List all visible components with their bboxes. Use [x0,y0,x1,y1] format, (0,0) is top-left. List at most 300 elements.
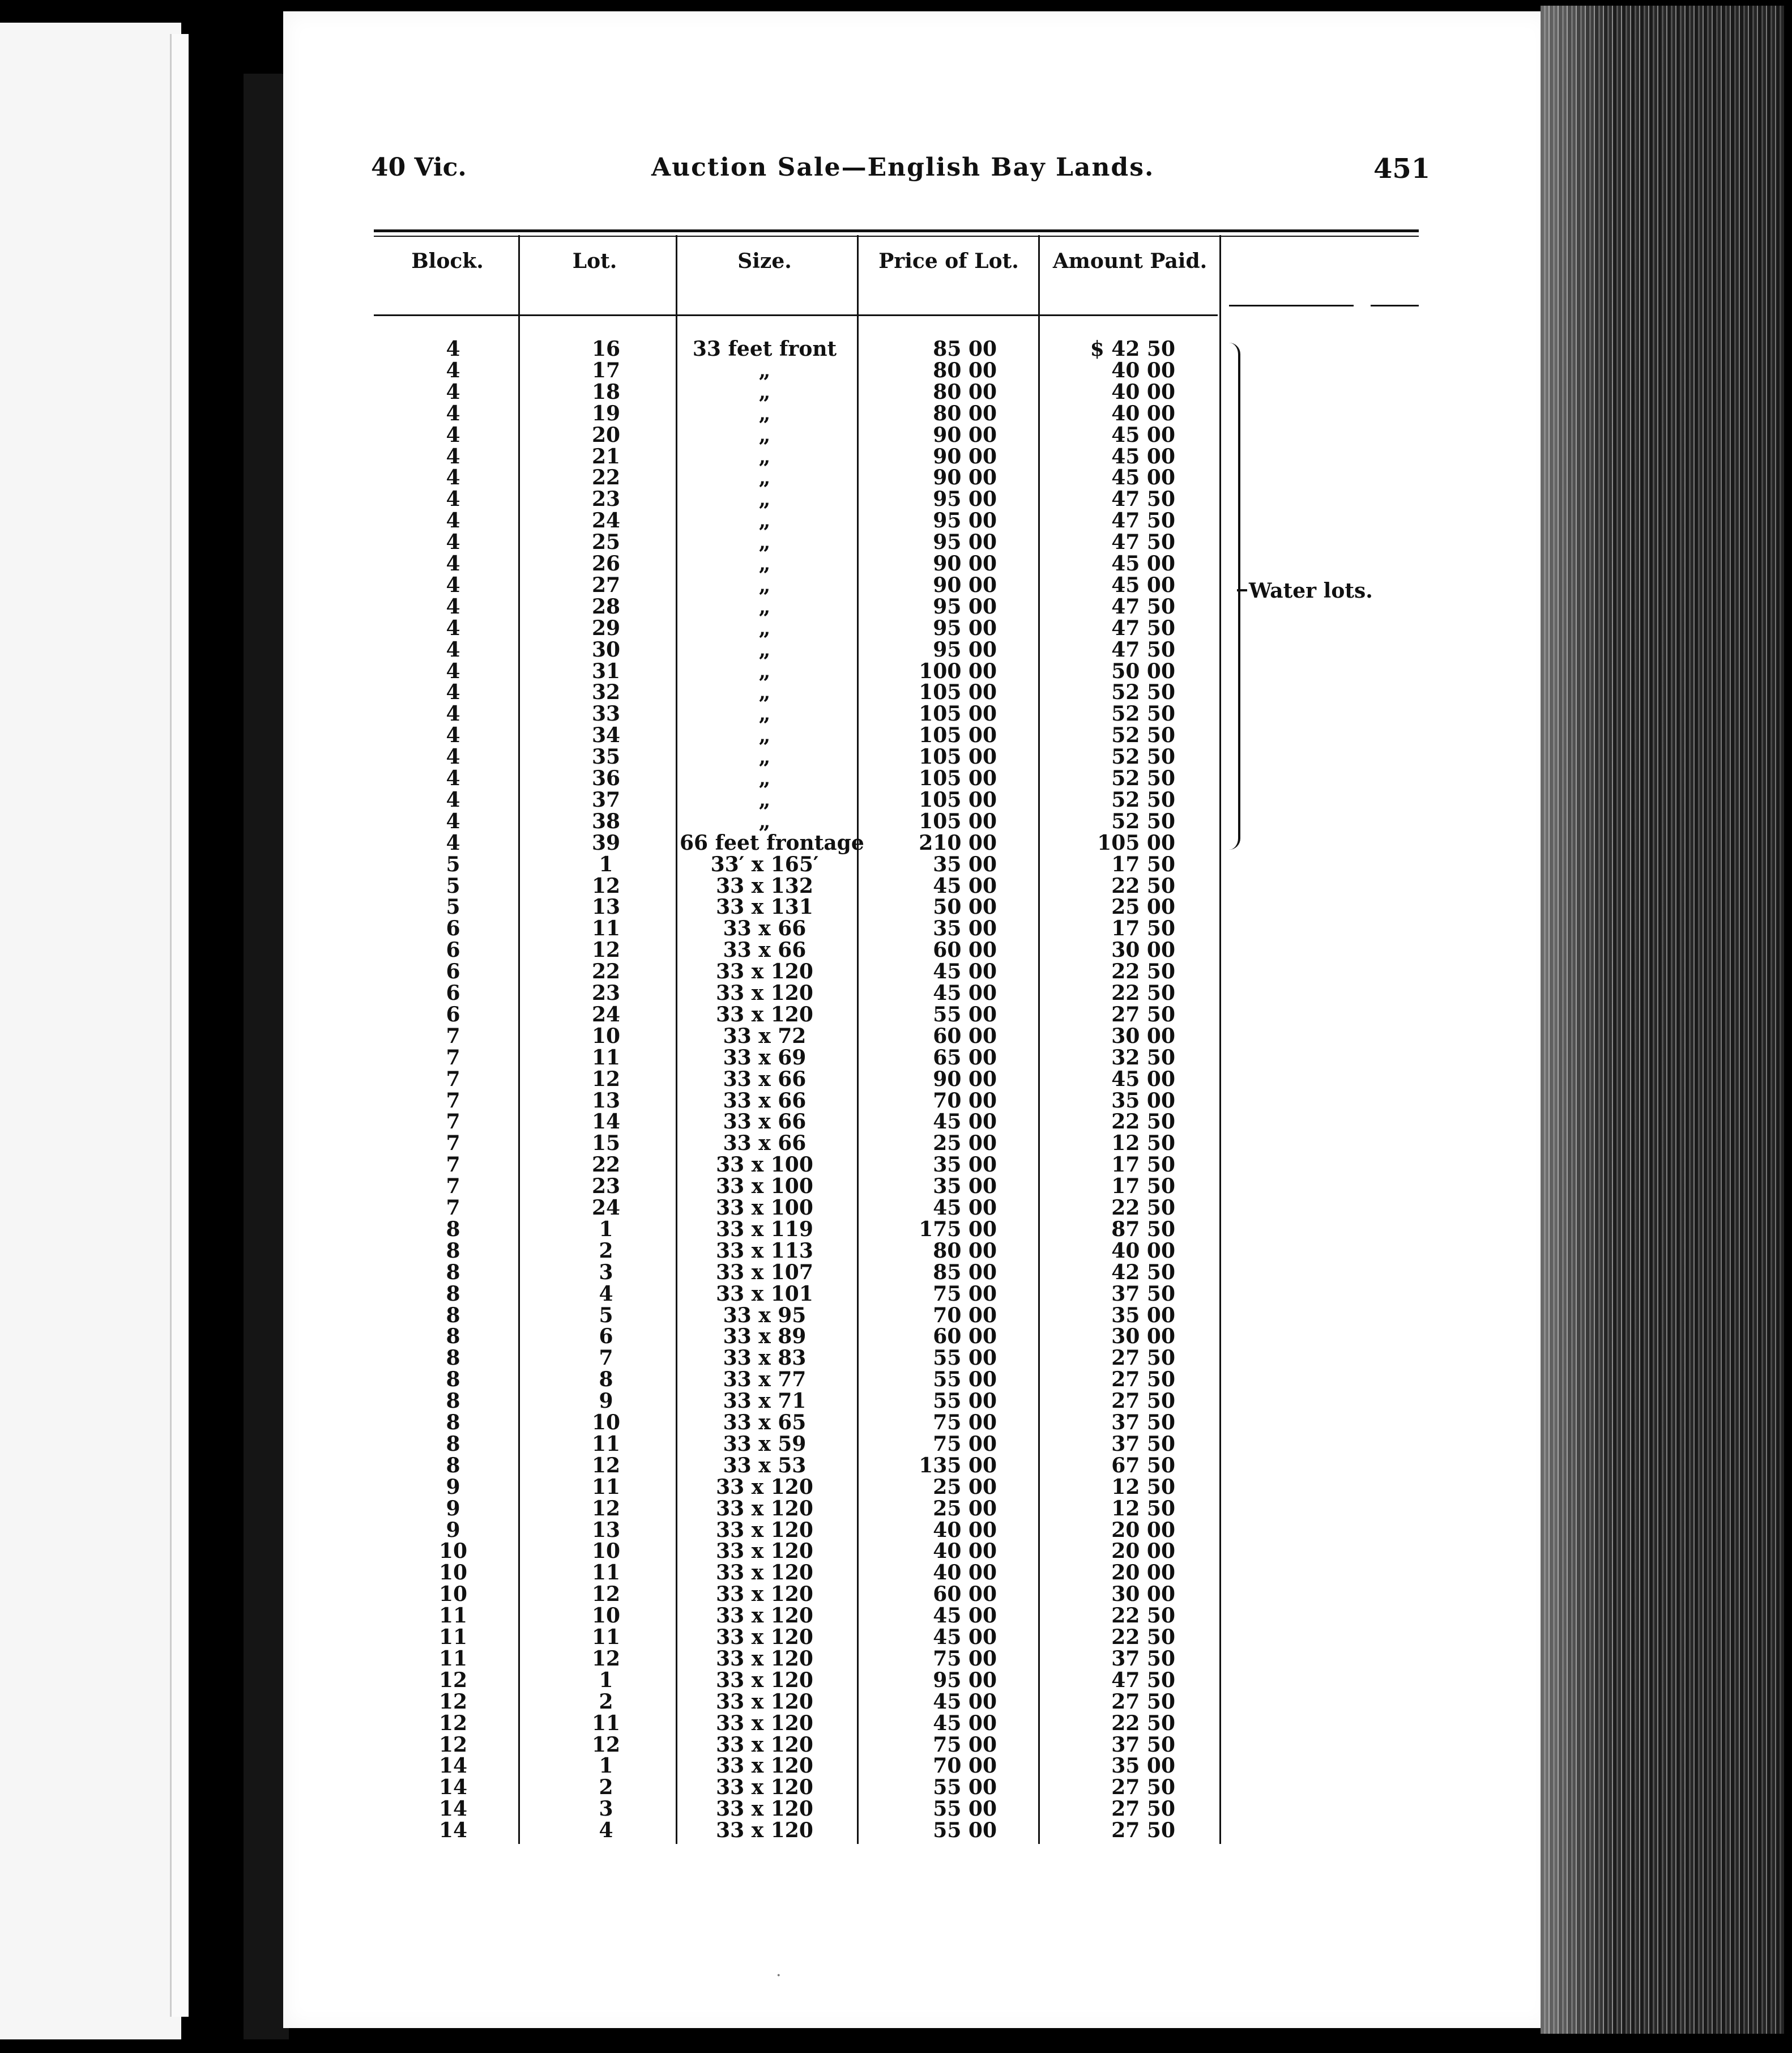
cell-block: 11 [438,1625,468,1649]
cell-lot: 1 [599,852,613,876]
cell-block: 9 [446,1475,460,1499]
table-row [0,596,1792,617]
cell-lot: 17 [591,358,621,382]
cell-block: 8 [446,1260,460,1284]
cell-size: 33 x 120 [716,1002,813,1026]
cell-lot: 31 [591,659,621,683]
water-lots-brace-tip [1237,589,1247,591]
table-row [0,617,1792,639]
table-row [0,381,1792,403]
cell-price: 70 00 [933,1088,997,1113]
table-row [0,918,1792,939]
cell-size: „ [758,358,771,382]
cell-price: 45 00 [933,1711,997,1735]
cell-block: 4 [446,552,460,576]
table-row [0,1197,1792,1219]
cell-paid: 25 00 [1111,895,1175,919]
cell-block: 10 [438,1582,468,1607]
cell-block: 11 [438,1646,468,1671]
cell-size: 33 x 120 [716,1689,813,1714]
cell-block: 9 [446,1496,460,1520]
cell-paid: 45 00 [1111,466,1175,490]
cell-price: 90 00 [933,1067,997,1091]
cell-paid: 52 50 [1111,702,1175,726]
cell-lot: 5 [599,1303,613,1327]
footer-speck: · [776,1966,782,1986]
cell-price: 40 00 [933,1539,997,1564]
cell-lot: 13 [591,895,621,919]
cell-paid: 20 00 [1111,1518,1175,1542]
cell-lot: 9 [599,1389,613,1413]
cell-size: 33 x 66 [723,1110,807,1134]
cell-size: 33 x 120 [716,1582,813,1607]
cell-lot: 12 [591,874,621,898]
cell-lot: 38 [591,809,621,833]
cell-price: 95 00 [933,530,997,555]
cell-block: 4 [446,723,460,748]
cell-paid: 37 50 [1111,1281,1175,1306]
table-row [0,1798,1792,1820]
cell-size: „ [758,466,771,490]
cell-price: 40 00 [933,1561,997,1585]
water-lots-brace [1223,343,1240,850]
cell-block: 5 [446,852,460,876]
cell-lot: 3 [599,1797,613,1821]
cell-lot: 2 [599,1238,613,1263]
running-head-left: 40 Vic. [371,153,467,182]
cell-paid: 27 50 [1111,1689,1175,1714]
cell-price: 50 00 [933,895,997,919]
cell-price: 55 00 [933,1775,997,1800]
column-header-paid: Amount Paid. [1052,249,1208,273]
cell-block: 4 [446,809,460,833]
cell-lot: 1 [599,1217,613,1241]
cell-price: 95 00 [933,616,997,640]
cell-paid: 35 00 [1111,1303,1175,1327]
cell-size: 33 x 107 [716,1260,813,1284]
cell-block: 7 [446,1196,460,1220]
cell-block: 14 [438,1754,468,1778]
table-row [0,682,1792,703]
cell-lot: 18 [591,380,621,404]
table-row [0,1669,1792,1691]
cell-paid: 22 50 [1111,981,1175,1005]
cell-paid: 52 50 [1111,680,1175,705]
table-row [0,1047,1792,1068]
table-row [0,424,1792,446]
cell-size: „ [758,787,771,812]
table-row [0,1154,1792,1175]
cell-lot: 36 [591,766,621,790]
cell-size: 33 x 101 [716,1281,813,1306]
cell-lot: 4 [599,1818,613,1843]
cell-lot: 1 [599,1668,613,1692]
cell-size: „ [758,423,771,447]
cell-lot: 12 [591,1496,621,1520]
cell-lot: 24 [591,509,621,533]
cell-paid: 27 50 [1111,1346,1175,1370]
column-header-lot: Lot. [572,249,617,273]
cell-block: 4 [446,745,460,769]
cell-paid: 27 50 [1111,1775,1175,1800]
cell-block: 12 [438,1711,468,1735]
cell-price: 105 00 [919,745,997,769]
table-row [0,832,1792,854]
cell-paid: 37 50 [1111,1646,1175,1671]
cell-size: „ [758,530,771,555]
cell-price: 60 00 [933,1324,997,1349]
cell-paid: 22 50 [1111,1604,1175,1628]
cell-paid: 45 00 [1111,444,1175,468]
cell-price: 95 00 [933,594,997,619]
cell-lot: 19 [591,401,621,425]
cell-price: 35 00 [933,1174,997,1199]
cell-lot: 12 [591,1732,621,1757]
cell-price: 90 00 [933,444,997,468]
cell-block: 6 [446,917,460,941]
table-row [0,1713,1792,1734]
cell-block: 7 [446,1088,460,1113]
cell-block: 4 [446,337,460,361]
cell-block: 8 [446,1389,460,1413]
table-row [0,768,1792,789]
cell-paid: 30 00 [1111,1582,1175,1607]
header-underline-note-b [1371,305,1419,306]
cell-block: 4 [446,766,460,790]
cell-price: 90 00 [933,552,997,576]
cell-lot: 32 [591,680,621,705]
cell-block: 12 [438,1668,468,1692]
table-row [0,1433,1792,1455]
header-underline-note-a [1229,305,1354,306]
cell-block: 10 [438,1539,468,1564]
cell-size: „ [758,552,771,576]
cell-block: 7 [446,1131,460,1156]
cell-paid: 22 50 [1111,1711,1175,1735]
cell-price: 80 00 [933,401,997,425]
cell-lot: 34 [591,723,621,748]
cell-lot: 22 [591,466,621,490]
cell-paid: 12 50 [1111,1496,1175,1520]
cell-lot: 11 [591,1432,621,1456]
cell-size: 33 x 120 [716,1797,813,1821]
table-row [0,1648,1792,1669]
cell-paid: 52 50 [1111,723,1175,748]
cell-price: 25 00 [933,1131,997,1156]
cell-size: „ [758,616,771,640]
cell-paid: 17 50 [1111,917,1175,941]
cell-size: 33′ x 165′ [710,852,819,876]
cell-paid: $ 42 50 [1090,337,1175,361]
water-lots-note: Water lots. [1249,579,1373,603]
table-row [0,1540,1792,1562]
cell-lot: 13 [591,1518,621,1542]
cell-paid: 105 00 [1097,830,1175,855]
cell-price: 70 00 [933,1754,997,1778]
cell-paid: 20 00 [1111,1561,1175,1585]
cell-size: 33 x 66 [723,1067,807,1091]
cell-paid: 47 50 [1111,616,1175,640]
cell-price: 95 00 [933,487,997,512]
cell-lot: 14 [591,1110,621,1134]
cell-lot: 12 [591,1646,621,1671]
cell-paid: 47 50 [1111,530,1175,555]
table-row [0,1412,1792,1433]
cell-paid: 47 50 [1111,637,1175,662]
cell-price: 75 00 [933,1281,997,1306]
cell-block: 4 [446,401,460,425]
cell-paid: 22 50 [1111,1196,1175,1220]
cell-paid: 52 50 [1111,766,1175,790]
cell-paid: 22 50 [1111,1110,1175,1134]
table-row [0,531,1792,553]
cell-size: „ [758,637,771,662]
cell-paid: 27 50 [1111,1818,1175,1843]
cell-price: 75 00 [933,1432,997,1456]
cell-paid: 35 00 [1111,1754,1175,1778]
table-row [0,661,1792,682]
cell-size: 33 x 120 [716,960,813,984]
cell-lot: 24 [591,1196,621,1220]
cell-paid: 35 00 [1111,1088,1175,1113]
cell-paid: 22 50 [1111,874,1175,898]
cell-size: „ [758,573,771,597]
cell-lot: 11 [591,1625,621,1649]
cell-lot: 11 [591,1475,621,1499]
cell-size: 33 x 69 [723,1045,807,1070]
cell-lot: 2 [599,1689,613,1714]
cell-lot: 1 [599,1754,613,1778]
cell-size: „ [758,723,771,748]
cell-block: 8 [446,1368,460,1392]
cell-block: 12 [438,1732,468,1757]
table-row [0,1562,1792,1583]
cell-block: 7 [446,1153,460,1177]
cell-size: 33 x 66 [723,1131,807,1156]
table-row [0,1455,1792,1476]
cell-block: 8 [446,1346,460,1370]
cell-block: 4 [446,680,460,705]
cell-size: 33 x 120 [716,1475,813,1499]
cell-paid: 27 50 [1111,1797,1175,1821]
cell-size: 33 x 100 [716,1174,813,1199]
table-row [0,1777,1792,1798]
cell-paid: 47 50 [1111,1668,1175,1692]
cell-lot: 2 [599,1775,613,1800]
cell-size: „ [758,401,771,425]
cell-block: 8 [446,1411,460,1434]
cell-paid: 52 50 [1111,809,1175,833]
table-row [0,811,1792,832]
cell-lot: 27 [591,573,621,597]
table-row [0,360,1792,381]
cell-lot: 21 [591,444,621,468]
cell-price: 60 00 [933,1024,997,1048]
header-underline-main [374,314,1218,316]
cell-lot: 20 [591,423,621,447]
cell-lot: 23 [591,1174,621,1199]
cell-size: 33 x 120 [716,1604,813,1628]
cell-price: 90 00 [933,466,997,490]
table-row [0,1820,1792,1841]
cell-size: 33 x 120 [716,1518,813,1542]
cell-paid: 47 50 [1111,509,1175,533]
cell-size: 33 x 120 [716,1668,813,1692]
cell-size: 33 x 120 [716,1625,813,1649]
cell-block: 7 [446,1045,460,1070]
cell-block: 4 [446,830,460,855]
table-row [0,1755,1792,1777]
cell-lot: 7 [599,1346,613,1370]
cell-block: 4 [446,444,460,468]
cell-block: 4 [446,787,460,812]
cell-block: 4 [446,466,460,490]
cell-price: 55 00 [933,1368,997,1392]
cell-paid: 30 00 [1111,1324,1175,1349]
cell-block: 4 [446,702,460,726]
cell-block: 7 [446,1174,460,1199]
cell-lot: 11 [591,1711,621,1735]
table-row [0,725,1792,746]
cell-price: 105 00 [919,680,997,705]
cell-price: 45 00 [933,874,997,898]
column-header-size: Size. [737,249,792,273]
cell-block: 8 [446,1324,460,1349]
cell-block: 4 [446,530,460,555]
cell-price: 105 00 [919,766,997,790]
table-row [0,1691,1792,1713]
cell-price: 75 00 [933,1411,997,1434]
cell-size: 33 x 120 [716,1732,813,1757]
cell-size: 33 x 113 [716,1238,813,1263]
cell-block: 4 [446,509,460,533]
cell-paid: 45 00 [1111,552,1175,576]
cell-block: 4 [446,594,460,619]
table-row [0,403,1792,424]
cell-paid: 47 50 [1111,594,1175,619]
cell-paid: 22 50 [1111,1625,1175,1649]
table-row [0,1090,1792,1111]
cell-size: „ [758,766,771,790]
cell-price: 85 00 [933,337,997,361]
top-rule-thin [374,236,1419,237]
table-row [0,446,1792,467]
cell-paid: 87 50 [1111,1217,1175,1241]
cell-price: 85 00 [933,1260,997,1284]
cell-size: „ [758,487,771,512]
cell-size: 33 x 119 [716,1217,813,1241]
cell-size: „ [758,809,771,833]
table-row [0,1390,1792,1412]
cell-paid: 20 00 [1111,1539,1175,1564]
cell-price: 25 00 [933,1496,997,1520]
cell-lot: 12 [591,1582,621,1607]
cell-lot: 8 [599,1368,613,1392]
table-row [0,338,1792,360]
cell-lot: 24 [591,1002,621,1026]
cell-block: 8 [446,1238,460,1263]
running-head-title: Auction Sale—English Bay Lands. [651,153,1155,182]
cell-price: 80 00 [933,1238,997,1263]
cell-size: „ [758,680,771,705]
table-row [0,1583,1792,1605]
cell-size: 33 x 120 [716,1561,813,1585]
cell-block: 4 [446,659,460,683]
table-row [0,510,1792,531]
cell-size: 33 x 120 [716,981,813,1005]
table-row [0,1347,1792,1369]
cell-block: 4 [446,423,460,447]
cell-price: 95 00 [933,637,997,662]
cell-lot: 11 [591,917,621,941]
cell-paid: 27 50 [1111,1368,1175,1392]
cell-size: „ [758,702,771,726]
table-row [0,1132,1792,1154]
cell-size: 33 x 120 [716,1711,813,1735]
cell-paid: 40 00 [1111,401,1175,425]
cell-paid: 47 50 [1111,487,1175,512]
cell-price: 100 00 [919,659,997,683]
cell-paid: 32 50 [1111,1045,1175,1070]
cell-paid: 12 50 [1111,1475,1175,1499]
cell-price: 45 00 [933,1625,997,1649]
cell-size: 33 x 95 [723,1303,807,1327]
cell-size: 33 x 120 [716,1496,813,1520]
page-number: 451 [1373,153,1431,185]
table-row [0,1519,1792,1541]
cell-lot: 13 [591,1088,621,1113]
cell-size: 33 x 89 [723,1324,807,1349]
cell-price: 175 00 [919,1217,997,1241]
column-header-price: Price of Lot. [878,249,1019,273]
cell-lot: 39 [591,830,621,855]
cell-size: „ [758,509,771,533]
cell-block: 8 [446,1453,460,1477]
cell-size: „ [758,444,771,468]
cell-size: 33 x 66 [723,917,807,941]
cell-price: 65 00 [933,1045,997,1070]
cell-size: „ [758,594,771,619]
cell-block: 6 [446,960,460,984]
cell-paid: 67 50 [1111,1453,1175,1477]
cell-price: 35 00 [933,917,997,941]
cell-paid: 40 00 [1111,358,1175,382]
cell-size: 33 x 120 [716,1646,813,1671]
column-header-block: Block. [411,249,484,273]
cell-block: 4 [446,637,460,662]
cell-block: 5 [446,874,460,898]
cell-size: 33 x 120 [716,1775,813,1800]
cell-lot: 10 [591,1024,621,1048]
table-row [0,746,1792,768]
cell-price: 45 00 [933,1604,997,1628]
cell-size: 33 x 120 [716,1754,813,1778]
cell-lot: 37 [591,787,621,812]
cell-block: 7 [446,1110,460,1134]
table-row [0,1326,1792,1347]
table-row [0,1175,1792,1197]
cell-lot: 11 [591,1045,621,1070]
cell-lot: 15 [591,1131,621,1156]
table-row [0,1068,1792,1090]
cell-price: 95 00 [933,509,997,533]
cell-price: 45 00 [933,1689,997,1714]
cell-size: 33 x 65 [723,1411,807,1434]
table-row [0,488,1792,510]
table-row [0,1498,1792,1519]
cell-paid: 45 00 [1111,423,1175,447]
cell-price: 45 00 [933,1196,997,1220]
